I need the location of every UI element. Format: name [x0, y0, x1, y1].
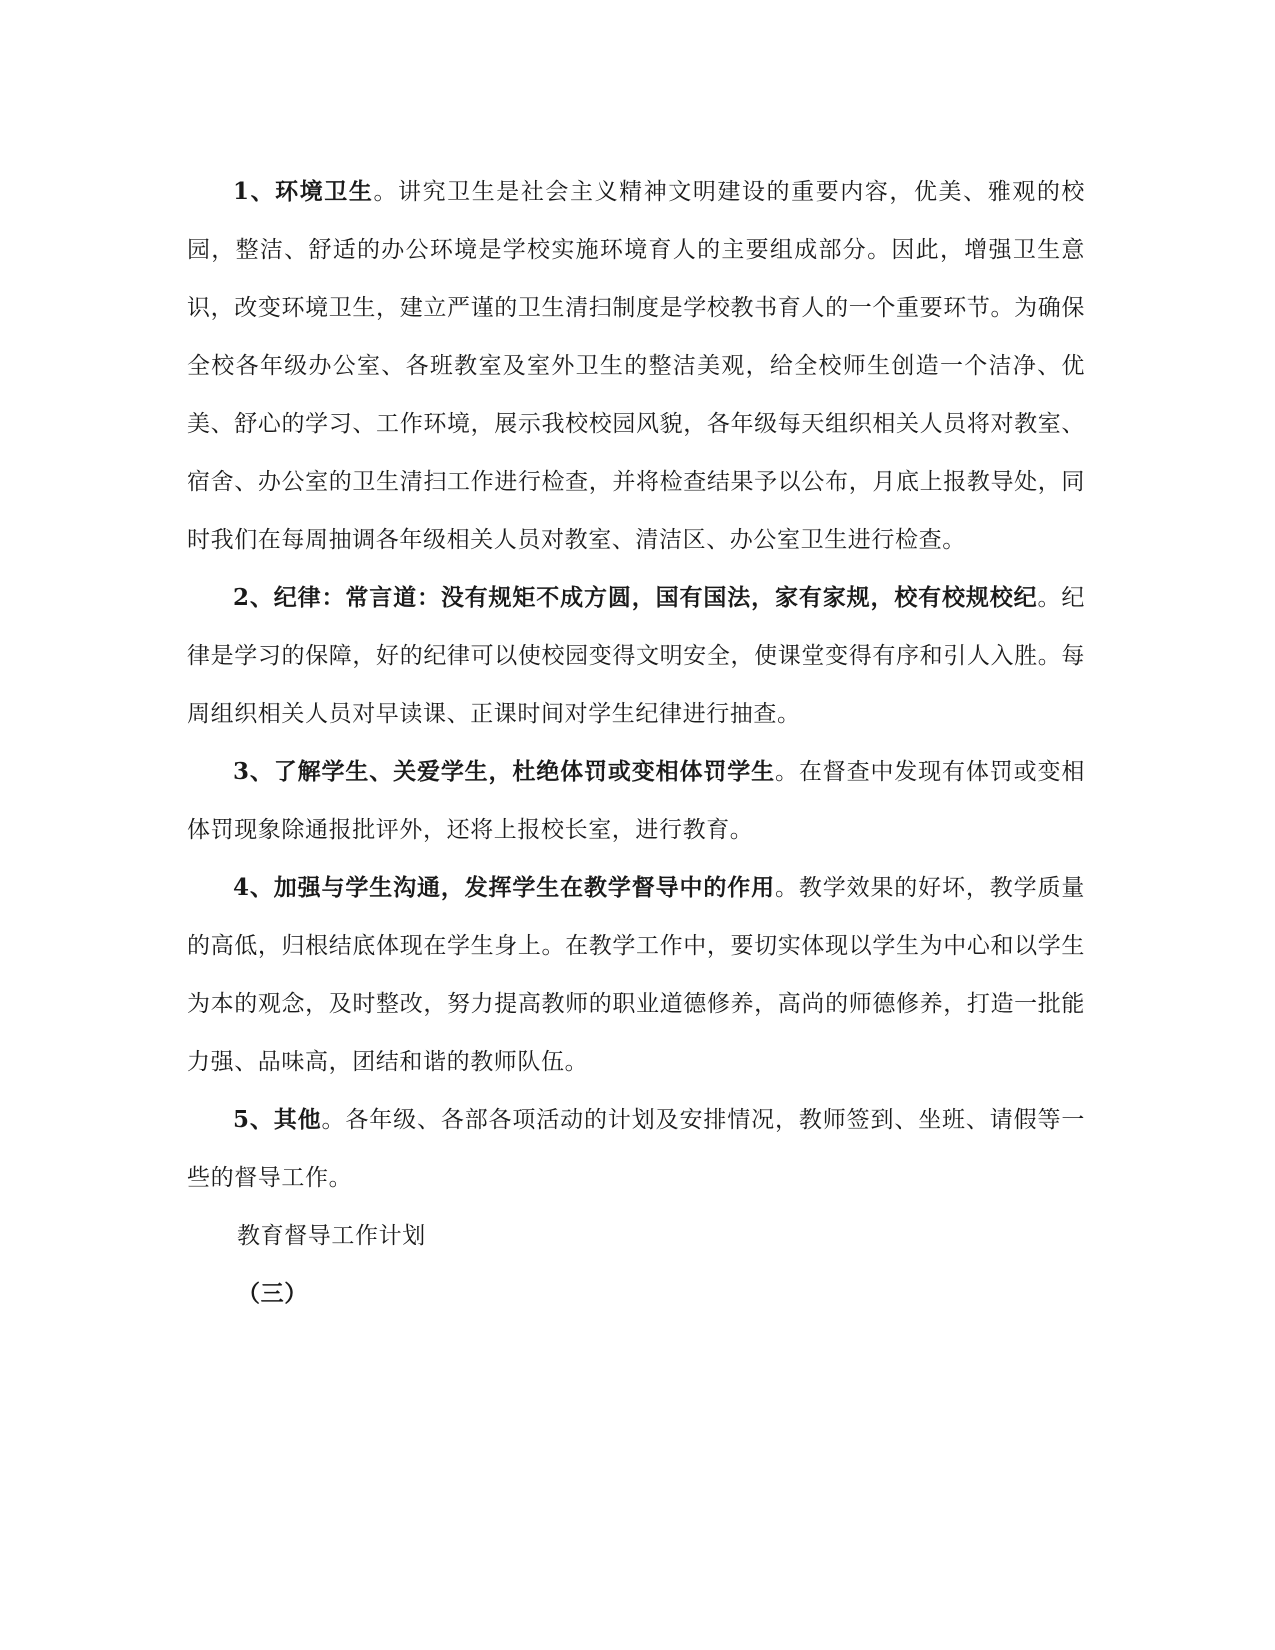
paragraph-body: 。教学效果的好坏，教学质量的高低，归根结底体现在学生身上。在教学工作中，要切实体现以学生为中心和以学生为本的观念，及时整改，努力提高教师的职业道德修养，高尚的师德修养，打造一批能力强、品味高，团结和谐的教师队伍。	[187, 875, 1085, 1075]
paragraph-body: 。讲究卫生是社会主义精神文明建设的重要内容，优美、雅观的校园，整洁、舒适的办公环境是学校实施环境育人的主要组成部分。因此，增强卫生意识，改变环境卫生，建立严谨的卫生清扫制度是学校教书育人的一个重要环节。为确保全校各年级办公室、各班教室及室外卫生的整洁美观，给全校师生创造一个洁净、优美、舒心的学习、工作环境，展示我校校园风貌，各年级每天组织相关人员将对教室、宿舍、办公室的卫生清扫工作进行检查，并将检查结果予以公布，月底上报教导处，同时我们在每周抽调各年级相关人员对教室、清洁区、办公室卫生进行检查。	[187, 179, 1086, 553]
section-marker: （三）	[237, 1280, 308, 1307]
paragraph-other	[187, 1091, 1085, 1207]
paragraph-environment-hygiene	[187, 163, 1085, 569]
paragraph-heading: 1、环境卫生	[233, 178, 374, 205]
paragraph-body: 。纪律是学习的保障，好的纪律可以使校园变得文明安全，使课堂变得有序和引人入胜。每周组织相关人员对早读课、正课时间对学生纪律进行抽查。	[187, 585, 1085, 727]
paragraph-discipline	[187, 569, 1085, 743]
paragraph-body: 。在督查中发现有体罚或变相体罚现象除通报批评外，还将上报校长室，进行教育。	[187, 759, 1085, 843]
paragraph-body: 。各年级、各部各项活动的计划及安排情况，教师签到、坐班、请假等一些的督导工作。	[187, 1107, 1086, 1191]
document-body	[187, 163, 1085, 1323]
paragraph-heading: 2、纪律：常言道：没有规矩不成方圆，国有国法，家有家规，校有校规校纪	[233, 584, 1038, 611]
plan-title: 教育督导工作计划	[237, 1223, 426, 1249]
paragraph-heading: 4、加强与学生沟通，发挥学生在教学督导中的作用	[233, 874, 775, 901]
paragraph-care-for-students	[187, 743, 1085, 859]
paragraph-student-communication	[187, 859, 1085, 1091]
paragraph-heading: 3、了解学生、关爱学生，杜绝体罚或变相体罚学生	[233, 758, 775, 785]
paragraph-heading: 5、其他	[233, 1106, 322, 1133]
